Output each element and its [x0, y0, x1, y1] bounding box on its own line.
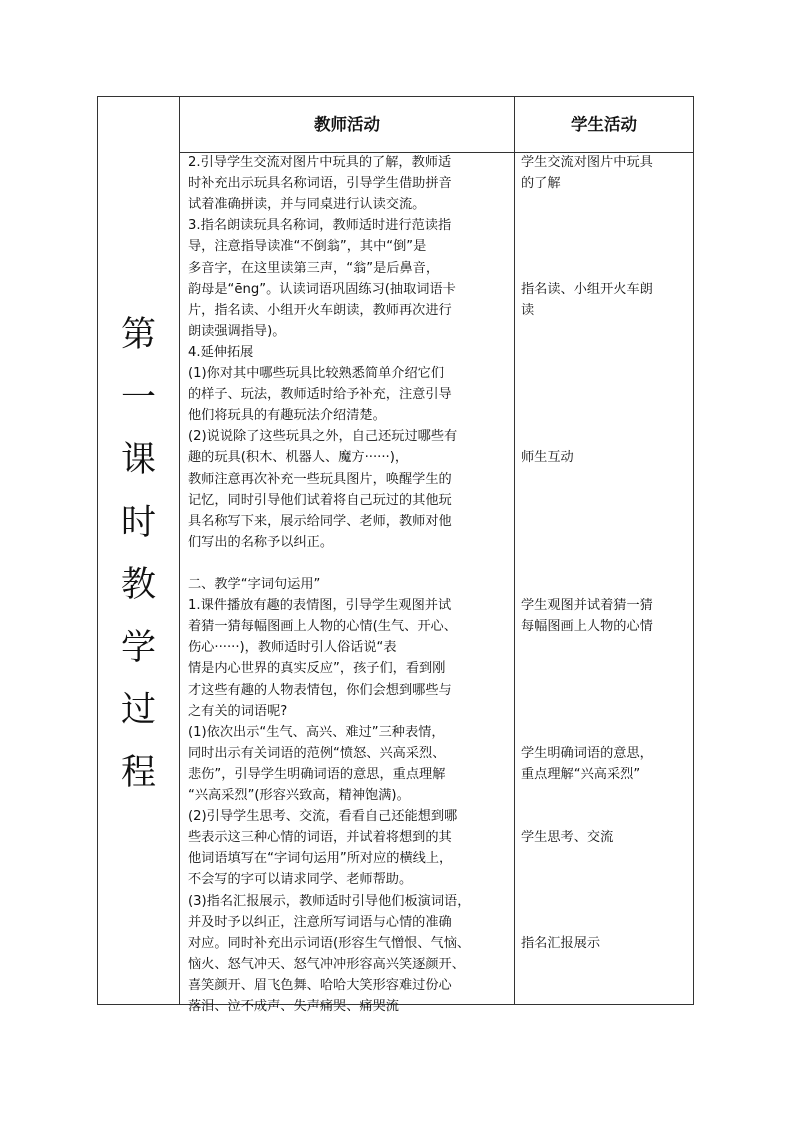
teacher-text-line: 多音字，在这里读第三声，“翁”是后鼻音，: [188, 260, 440, 276]
teacher-text-line: 落泪、泣不成声、失声痛哭、痛哭流: [188, 999, 399, 1014]
student-text-line: 师生互动: [521, 450, 574, 466]
teacher-text-line: 喜笑颜开、眉飞色舞、哈哈大笑形容难过份心: [188, 977, 452, 993]
column-divider-left: [179, 97, 180, 1004]
teacher-text-line: 3.指名朗读玩具名称词，教师适时进行范读指: [188, 218, 452, 234]
teacher-text-line: (2)引导学生思考、交流，看看自己还能想到哪: [188, 809, 458, 825]
side-title-char: 时: [120, 502, 156, 543]
teacher-text-line: 对应。同时补充出示词语(形容生气憎恨、气恼、: [188, 935, 471, 951]
teacher-text-line: 伤心······)，教师适时引人俗话说“表: [188, 640, 397, 656]
teacher-text-line: 的样子、玩法，教师适时给予补充，注意引导: [188, 387, 452, 403]
side-title-char: 第: [120, 315, 156, 355]
teacher-text-line: 恼火、怒气冲天、怒气冲冲形容高兴笑逐颜开、: [188, 956, 465, 972]
teacher-text-line: 朗读强调指导)。: [188, 323, 286, 339]
student-text-line: 每幅图画上人物的心情: [521, 619, 653, 635]
student-text-line: 的了解: [521, 176, 561, 192]
side-title-char: 程: [120, 752, 156, 793]
teacher-text-line: 试着准确拼读，并与同桌进行认读交流。: [188, 197, 426, 213]
teacher-text-line: 不会写的字可以请求同学、老师帮助。: [188, 872, 413, 888]
teacher-text-line: 情是内心世界的真实反应”，孩子们，看到刚: [188, 661, 446, 677]
side-title-char: 课: [120, 440, 156, 480]
teacher-text-line: 趣的玩具(积木、机器人、魔方······)，: [188, 450, 409, 466]
teacher-text-line: “兴高采烈”(形容兴致高，精神饱满)。: [188, 788, 410, 803]
teacher-activity-header: 教师活动: [314, 115, 380, 134]
teacher-text-line: 并及时予以纠正，注意所写词语与心情的准确: [188, 914, 452, 930]
teacher-text-line: 悲伤”，引导学生明确词语的意思，重点理解: [188, 766, 446, 782]
teacher-text-line: 些表示这三种心情的词语，并试着将想到的其: [188, 830, 452, 846]
student-text-line: 学生观图并试着猜一猜: [521, 598, 653, 614]
teacher-text-line: 片，指名读、小组开火车朗读，教师再次进行: [188, 302, 452, 318]
teacher-text-line: 同时出示有关词语的范例“愤怒、兴高采烈、: [188, 745, 446, 761]
student-text-line: 读: [521, 302, 535, 318]
student-text-line: 学生明确词语的意思，: [521, 745, 653, 761]
student-text-line: 学生思考、交流: [521, 830, 614, 846]
column-divider-right: [514, 97, 515, 1004]
teacher-text-line: 记忆，同时引导他们试着将自己玩过的其他玩: [188, 492, 452, 508]
teacher-text-line: 二、教学“字词句运用”: [188, 577, 321, 592]
teacher-text-line: 才这些有趣的人物表情包，你们会想到哪些与: [188, 682, 452, 698]
teacher-text-line: 他词语填写在“字词句运用”所对应的横线上，: [188, 851, 453, 867]
teacher-text-line: 导，注意指导读准“不倒翁”，其中“倒”是: [188, 239, 427, 255]
teacher-text-line: (1)你对其中哪些玩具比较熟悉简单介绍它们: [188, 366, 445, 381]
teacher-text-line: 具名称写下来，展示给同学、老师，教师对他: [188, 513, 452, 529]
teacher-text-line: 韵母是“ēng”。认读词语巩固练习(抽取词语卡: [188, 281, 456, 297]
teacher-text-line: (2)说说除了这些玩具之外，自己还玩过哪些有: [188, 429, 458, 445]
teacher-text-line: 1.课件播放有趣的表情图，引导学生观图并试: [188, 598, 452, 614]
teacher-text-line: 4.延伸拓展: [188, 344, 254, 360]
teacher-text-line: 时补充出示玩具名称词语，引导学生借助拼音: [188, 176, 452, 192]
student-text-line: 重点理解“兴高采烈”: [521, 766, 641, 782]
student-activity-header: 学生活动: [571, 115, 637, 134]
teacher-text-line: 教师注意再次补充一些玩具图片，唤醒学生的: [188, 471, 452, 487]
teacher-text-line: 们写出的名称予以纠正。: [188, 534, 334, 550]
teacher-text-line: (3)指名汇报展示，教师适时引导他们板演词语，: [188, 893, 471, 909]
side-title-char: 一: [120, 377, 156, 418]
lesson-section-title: [98, 97, 179, 1004]
student-text-line: 学生交流对图片中玩具: [521, 155, 653, 170]
teacher-text-line: (1)依次出示“生气、高兴、难过”三种表情，: [188, 724, 445, 740]
teacher-text-line: 着猜一猜每幅图画上人物的心情(生气、开心、: [188, 619, 457, 635]
side-title-char: 过: [120, 690, 156, 730]
teacher-text-line: 之有关的词语呢?: [188, 703, 288, 719]
student-text-line: 指名读、小组开火车朗: [521, 281, 653, 297]
student-text-line: 指名汇报展示: [521, 935, 601, 951]
teacher-text-line: 他们将玩具的有趣玩法介绍清楚。: [188, 408, 386, 424]
side-title-char: 学: [120, 627, 156, 668]
teacher-text-line: 2.引导学生交流对图片中玩具的了解，教师适: [188, 155, 452, 170]
side-title-char: 教: [120, 565, 156, 605]
